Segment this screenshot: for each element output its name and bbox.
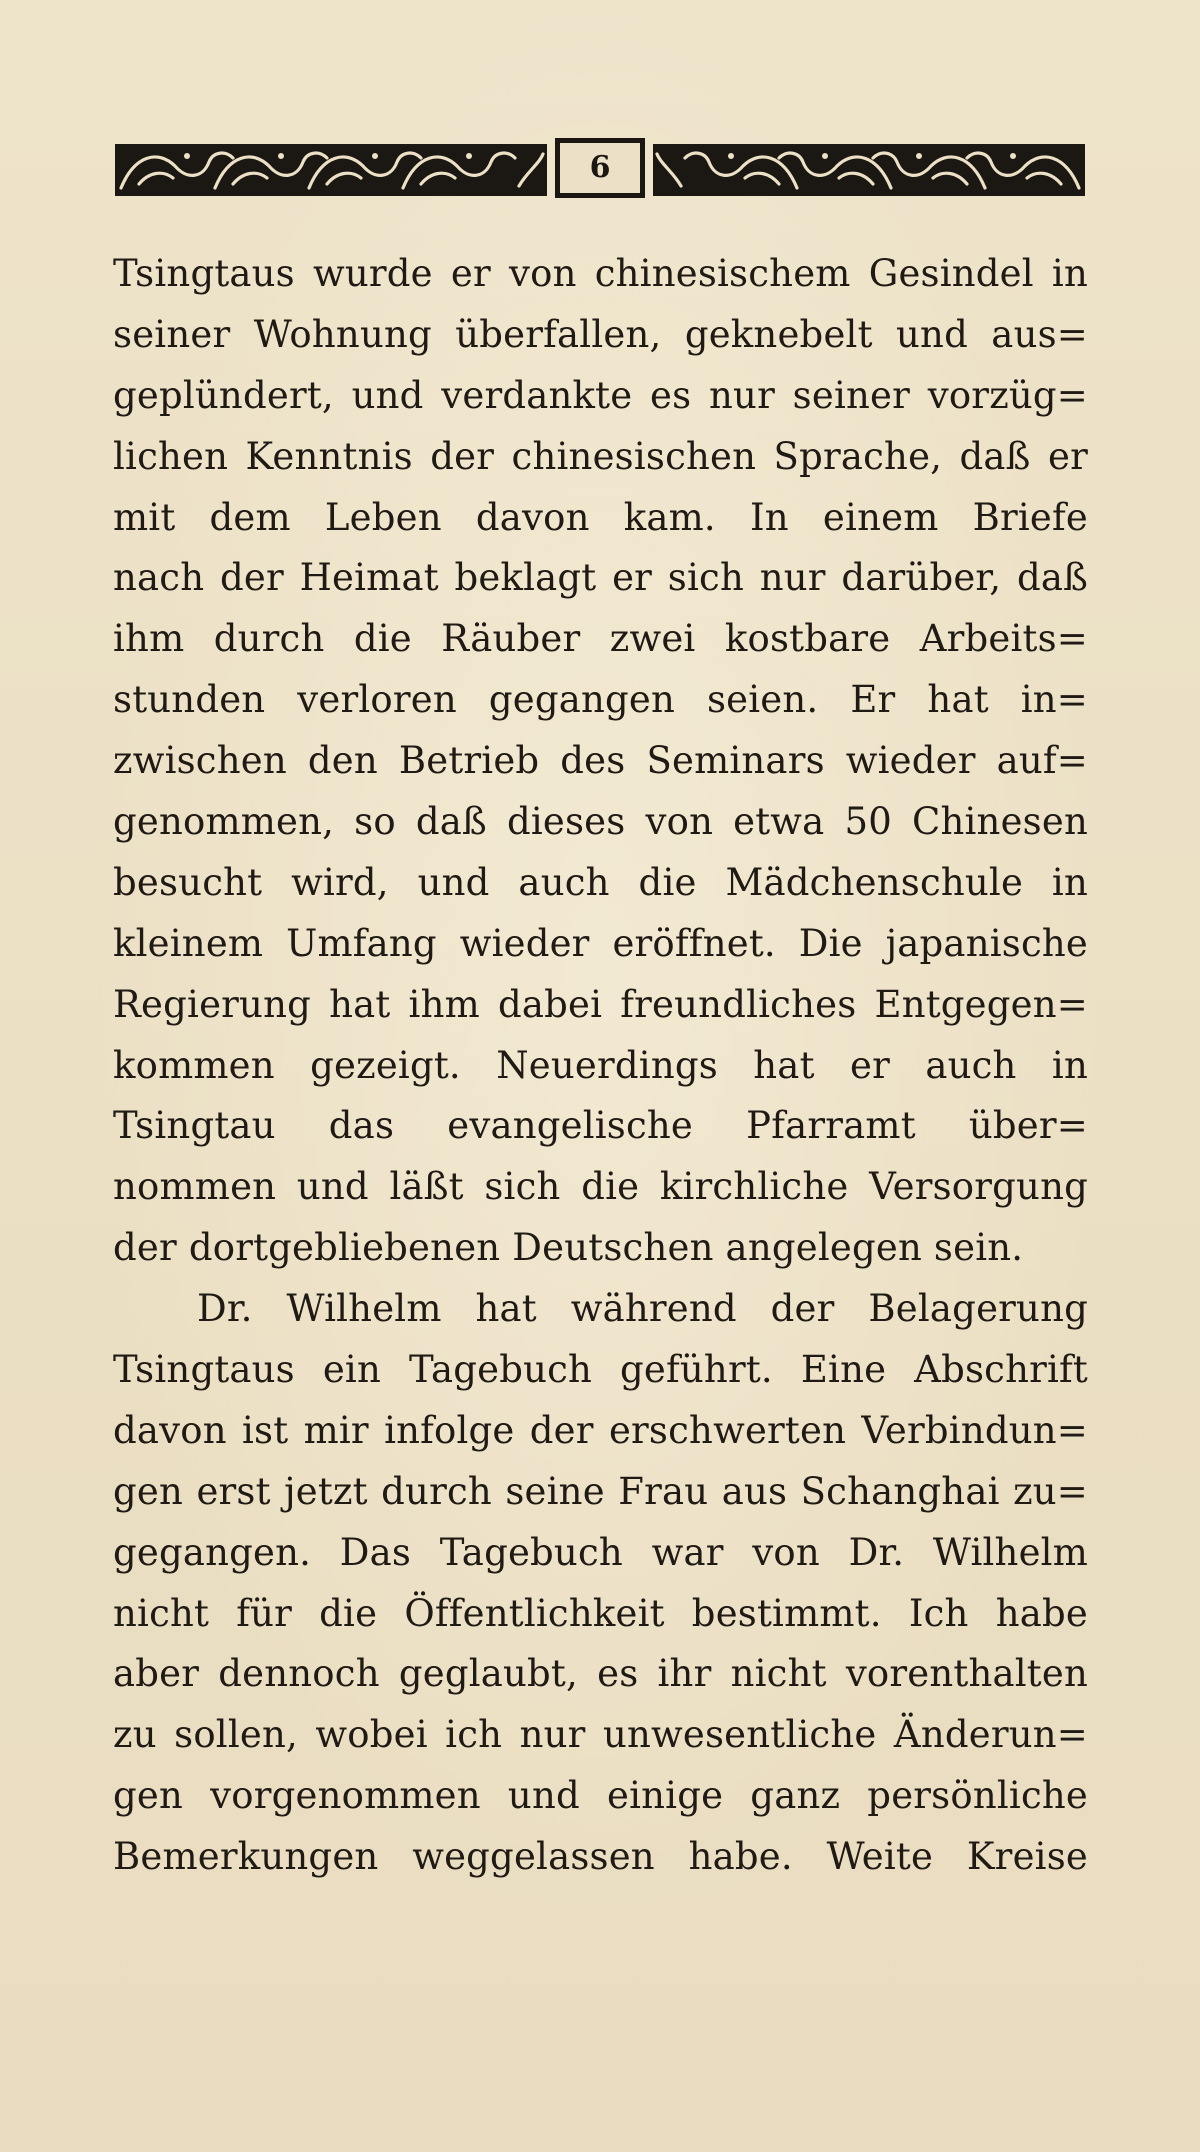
text-line: mit dem Leben davon kam. In einem Briefe — [113, 495, 1088, 539]
text-line: seiner Wohnung überfallen, geknebelt und aus= — [113, 312, 1088, 356]
text-line: lichen Kenntnis der chinesischen Sprache, daß er — [113, 434, 1088, 478]
text-line: aber dennoch geglaubt, es ihr nicht vorenthalten — [113, 1652, 1088, 1696]
text-line: zu sollen, wobei ich nur unwesentliche Änderun= — [113, 1713, 1088, 1757]
left-ornament-band — [115, 144, 547, 196]
text-line: davon ist mir infolge der erschwerten Verbindun= — [113, 1408, 1088, 1452]
text-line: Dr. Wilhelm hat während der Belagerung — [197, 1287, 1088, 1331]
text-line: zwischen den Betrieb des Seminars wieder auf= — [113, 739, 1088, 783]
text-line: kommen gezeigt. Neuerdings hat er auch in — [113, 1043, 1088, 1087]
text-line: gen erst jetzt durch seine Frau aus Schanghai zu= — [113, 1469, 1088, 1513]
page-number: 6 — [589, 150, 611, 185]
text-line: der dortgebliebenen Deutschen angelegen sein. — [113, 1226, 1024, 1270]
text-line: nommen und läßt sich die kirchliche Versorgung — [113, 1165, 1088, 1209]
text-line: gegangen. Das Tagebuch war von Dr. Wilhelm — [113, 1530, 1088, 1574]
text-line: geplündert, und verdankte es nur seiner vorzüg= — [113, 373, 1088, 417]
text-line: nach der Heimat beklagt er sich nur darüber, daß — [113, 556, 1088, 600]
text-line: kleinem Umfang wieder eröffnet. Die japanische — [113, 921, 1088, 965]
text-line: Tsingtau das evangelische Pfarramt über= — [113, 1104, 1088, 1148]
text-line: stunden verloren gegangen seien. Er hat in= — [113, 678, 1088, 722]
text-line: Tsingtaus wurde er von chinesischem Gesindel in — [113, 252, 1088, 295]
text-line: genommen, so daß dieses von etwa 50 Chinesen — [113, 800, 1088, 844]
right-ornament-band — [653, 144, 1085, 196]
paragraph-2 — [113, 1279, 1088, 1888]
paragraph-1 — [113, 244, 1088, 1279]
text-line: besucht wird, und auch die Mädchenschule in — [113, 860, 1088, 904]
text-line: gen vorgenommen und einige ganz persönliche — [113, 1774, 1088, 1818]
text-line: Regierung hat ihm dabei freundliches Entgegen= — [113, 982, 1088, 1026]
text-line: Tsingtaus ein Tagebuch geführt. Eine Abschrift — [113, 1348, 1088, 1392]
text-line: ihm durch die Räuber zwei kostbare Arbeits= — [113, 617, 1088, 661]
page-header-ornament — [115, 138, 1085, 202]
text-line: nicht für die Öffentlichkeit bestimmt. Ich habe — [113, 1591, 1088, 1635]
body-text — [113, 244, 1088, 1888]
page-number-box — [555, 138, 645, 198]
text-line: Bemerkungen weggelassen habe. Weite Kreise — [113, 1835, 1088, 1879]
